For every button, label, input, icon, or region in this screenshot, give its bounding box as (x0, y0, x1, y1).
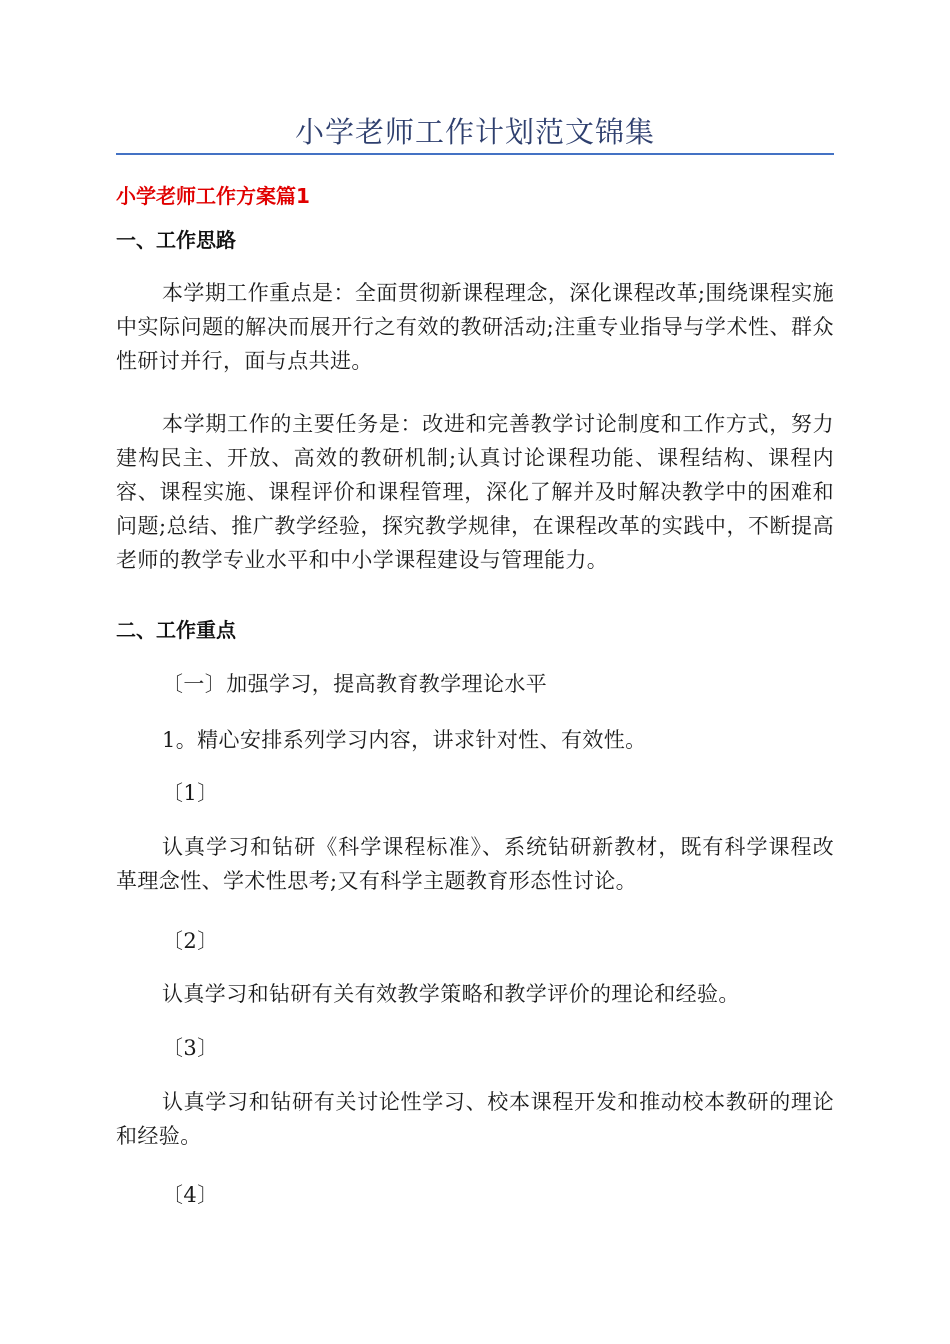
paragraph-work-focus: 本学期工作重点是：全面贯彻新课程理念，深化课程改革;围绕课程实施中实际问题的解决而展开行之有效的教研活动;注重专业指导与学术性、群众性研讨并行，面与点共进。 (116, 281, 834, 373)
list-marker-2: 〔2〕 (162, 929, 219, 953)
list-item-1: 1。精心安排系列学习内容，讲求针对性、有效性。 (162, 728, 647, 752)
section-heading-1: 一、工作思路 (116, 228, 236, 252)
paragraph-item-1: 认真学习和钻研《科学课程标准》、系统钻研新教材，既有科学课程改革理念性、学术性思考;又有科学主题教育形态性讨论。 (116, 835, 834, 893)
list-marker-3: 〔3〕 (162, 1036, 219, 1060)
paragraph-main-tasks: 本学期工作的主要任务是：改进和完善教学讨论制度和工作方式，努力建构民主、开放、高效的教研机制;认真讨论课程功能、课程结构、课程内容、课程实施、课程评价和课程管理，深化了解并及时解决教学中的困难和问题;总结、推广教学经验，探究教学规律，在课程改革的实践中，不断提高老师的教学专业水平和中小学课程建设与管理能力。 (116, 412, 834, 572)
list-marker-4: 〔4〕 (162, 1183, 219, 1207)
subsection-heading: 〔一〕加强学习，提高教育教学理论水平 (162, 672, 548, 696)
section-heading-2: 二、工作重点 (116, 618, 236, 642)
paragraph-item-2: 认真学习和钻研有关有效教学策略和教学评价的理论和经验。 (162, 982, 740, 1006)
plan-heading: 小学老师工作方案篇1 (116, 184, 310, 208)
document-title: 小学老师工作计划范文锦集 (294, 115, 655, 149)
list-marker-1: 〔1〕 (162, 781, 219, 805)
paragraph-item-3: 认真学习和钻研有关讨论性学习、校本课程开发和推动校本教研的理论和经验。 (116, 1090, 834, 1148)
title-underline (116, 153, 834, 155)
